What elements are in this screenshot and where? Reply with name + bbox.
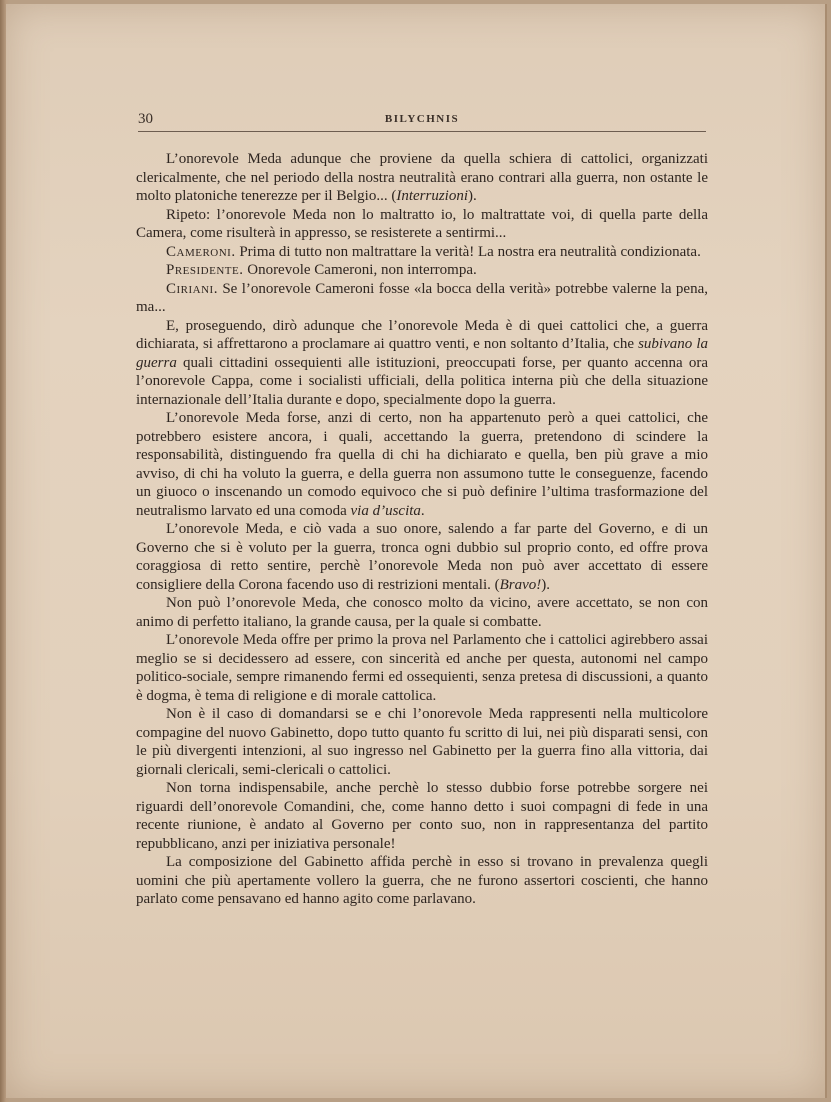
paragraph: L’onorevole Meda adunque che proviene da quella schiera di cattolici, organizzati clericalmente, che nel periodo della nostra neutralità erano contrari alla guerra, non ostante le molto platoniche tenerezze per il Belgio... (Interruzioni).	[136, 151, 708, 204]
paragraph: L’onorevole Meda, e ciò vada a suo onore, salendo a far parte del Governo, e di un Governo che si è voluto per la guerra, tronca ogni dubbio sul proprio conto, ed offre prova coraggiosa di retto sentire, perchè l’onorevole Meda non può aver accettato di essere consigliere della Corona facendo uso di restrizioni mentali. (Bravo!).	[136, 521, 708, 593]
speaker-name: Presidente.	[166, 262, 244, 278]
speaker-name: Cameroni.	[166, 243, 236, 260]
paragraph: L’onorevole Meda offre per primo la prova nel Parlamento che i cattolici agirebbero assai meglio se si decidessero ad essere, con sincerità ed anche per questa, autonomi nel campo politico-sociale, sempre rimanendo fermi ed ossequienti, senza pretesa di discussioni, a quanto è dogma, è tema di religione e di morale cattolica.	[136, 632, 708, 704]
paragraph: E, proseguendo, dirò adunque che l’onorevole Meda è di quei cattolici che, a guerra dichiarata, si affrettarono a proclamare ai quattro venti, e non soltanto d’Italia, che subivano la guerra quali cittadini ossequienti alle istituzioni, preoccupati forse, per quanto accenna ora l’onorevole Cappa, come i socialisti ufficiali, della politica interna più che della situazione internazionale dell’Italia durante e dopo, specialmente dopo la guerra.	[136, 317, 708, 408]
paragraph: Non torna indispensabile, anche perchè lo stesso dubbio forse potrebbe sorgere nei riguardi dell’onorevole Comandini, che, come hanno detto i suoi compagni di fede in una recente riunione, è andato al Governo per conto suo, non in rappresentanza del partito repubblicano, anzi per iniziativa personale!	[136, 780, 708, 852]
paragraph: Ciriani. Se l’onorevole Cameroni fosse «la bocca della verità» potrebbe valerne la pena, ma...	[136, 280, 708, 315]
speaker-name: Ciriani.	[166, 280, 218, 297]
body-text	[136, 150, 708, 909]
journal-title: BILYCHNIS	[384, 113, 460, 125]
paragraph: Presidente. Onorevole Cameroni, non interrompa.	[166, 262, 477, 278]
header-rule	[138, 131, 706, 132]
running-head	[138, 111, 706, 131]
paragraph: Ripeto: l’onorevole Meda non lo maltratto io, lo maltrattate voi, di quella parte della Camera, come risulterà in appresso, se resisterete a sentirmi...	[136, 206, 708, 241]
paragraph: Non è il caso di domandarsi se e chi l’onorevole Meda rappresenti nella multicolore compagine del nuovo Gabinetto, dopo tutto quanto fu scritto di lui, nei più disparati sensi, con le più divergenti intenzioni, al suo ingresso nel Gabinetto per la guerra fino alla vittoria, dai giornali clericali, semi-clericali o cattolici.	[136, 706, 708, 778]
paragraph: Cameroni. Prima di tutto non maltrattare la verità! La nostra era neutralità condizionata.	[166, 243, 701, 260]
page-number: 30	[138, 111, 153, 127]
paragraph: La composizione del Gabinetto affida perchè in esso si trovano in prevalenza quegli uomini che più apertamente vollero la guerra, che ne furono assertori coscienti, che hanno parlato come pensavano ed hanno agito come parlavano.	[136, 854, 708, 907]
paragraph: L’onorevole Meda forse, anzi di certo, non ha appartenuto però a quei cattolici, che potrebbero esistere ancora, i quali, accettando la guerra, pretendono di scindere la responsabilità, distinguendo fra quella di chi ha dichiarato e quella, ben più grave a mio avviso, di chi ha voluto la guerra, e della guerra non assumono tutte le conseguenze, facendo un giuoco o inscenando un comodo equivoco che si può definire l’ultima trasformazione del neutralismo larvato ed una comoda via d’uscita.	[136, 410, 708, 519]
paragraph: Non può l’onorevole Meda, che conosco molto da vicino, avere accettato, se non con animo di perfetto italiano, la grande causa, per la quale si combatte.	[136, 595, 708, 630]
